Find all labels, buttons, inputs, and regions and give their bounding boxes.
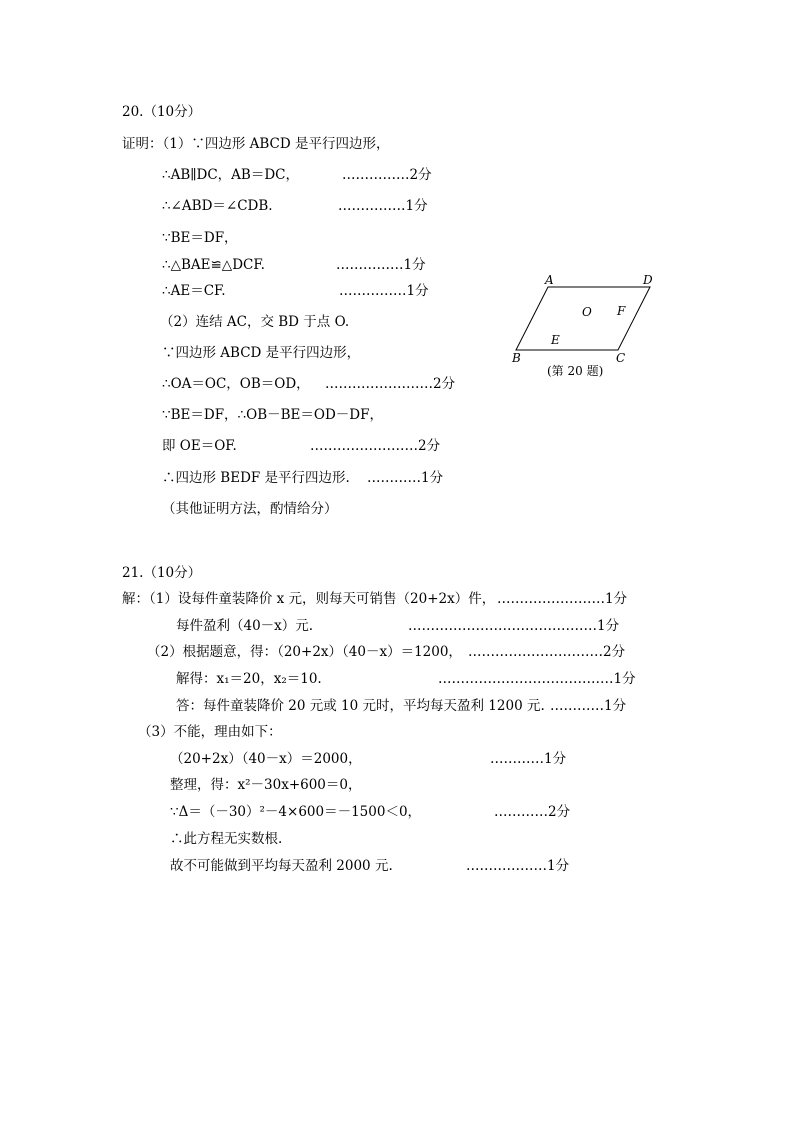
q21-line-6: （3）不能，理由如下： (138, 724, 282, 740)
q20-points-11: ……………………2分 (310, 438, 441, 454)
q21-line-11: 故不可能做到平均每天盈利 2000 元. (170, 858, 393, 874)
vertex-label-a: A (545, 273, 554, 287)
q21-points-9: …………2分 (494, 804, 571, 820)
q20-line-1: 证明：（1）∵四边形 ABCD 是平行四边形， (122, 136, 390, 152)
q21-points-4: …………………………………1分 (438, 671, 636, 687)
point-label-o: O (582, 305, 592, 319)
q21-points-7: …………1分 (490, 751, 567, 767)
q21-line-3: （2）根据题意，得：（20+2x）（40－x）＝1200， (147, 644, 462, 660)
q21-line-5: 答：每件童装降价 20 元或 10 元时，平均每天盈利 1200 元. (176, 698, 545, 714)
q21-line-10: ∴此方程无实数根. (170, 831, 283, 847)
q20-line-4: ∵BE＝DF， (162, 230, 238, 246)
q20-line-7: （2）连结 AC，交 BD 于点 O. (160, 314, 350, 330)
vertex-label-d: D (643, 273, 653, 287)
q20-line-13: （其他证明方法，酌情给分） (162, 501, 338, 517)
q21-points-1: ……………………1分 (497, 591, 628, 607)
q20-line-2: ∴AB∥DC，AB＝DC， (162, 167, 299, 183)
q21-heading: 21.（10分） (122, 565, 202, 581)
q20-line-9: ∴OA＝OC，OB＝OD， (162, 376, 310, 392)
q21-line-1: 解：（1）设每件童装降价 x 元，则每天可销售（20+2x）件， (122, 591, 496, 607)
q21-points-2: ……………………………………1分 (408, 618, 620, 634)
q20-line-8: ∵四边形 ABCD 是平行四边形， (162, 345, 361, 361)
q21-points-5: …………1分 (550, 698, 627, 714)
vertex-label-c: C (616, 351, 626, 365)
q20-heading: 20.（10分） (122, 104, 202, 120)
q20-points-6: ……………1分 (339, 283, 429, 299)
q21-line-2: 每件盈利（40－x）元. (176, 618, 314, 634)
q20-points-5: ……………1分 (336, 257, 426, 273)
q20-points-12: …………1分 (367, 470, 444, 486)
q21-points-3: …………………………2分 (468, 644, 626, 660)
parallelogram-figure (505, 268, 665, 386)
q20-line-11: 即 OE＝OF. (162, 438, 237, 454)
point-label-e: E (551, 333, 560, 347)
vertex-label-b: B (512, 351, 521, 365)
q20-line-12: ∴四边形 BEDF 是平行四边形. (162, 470, 350, 486)
figure-caption: (第 20 题) (547, 364, 604, 378)
q21-line-4: 解得：x₁＝20，x₂＝10. (176, 671, 322, 687)
q20-points-9: ……………………2分 (325, 376, 456, 392)
q21-line-7: （20+2x）（40－x）＝2000， (170, 751, 362, 767)
point-label-f: F (617, 304, 626, 318)
q20-line-6: ∴AE＝CF. (162, 283, 226, 299)
q20-line-10: ∵BE＝DF，∴OB－BE＝OD－DF， (162, 407, 383, 423)
q20-points-2: ……………2分 (342, 167, 432, 183)
q21-points-11: ………………1分 (466, 858, 570, 874)
q21-line-9: ∵Δ＝（－30）²－4×600＝－1500＜0， (170, 804, 422, 820)
q20-line-5: ∴△BAE≌△DCF. (162, 257, 265, 273)
q20-points-3: ……………1分 (338, 198, 428, 214)
q21-line-8: 整理，得：x²－30x+600＝0， (170, 777, 362, 793)
q20-line-3: ∴∠ABD＝∠CDB. (162, 198, 273, 214)
